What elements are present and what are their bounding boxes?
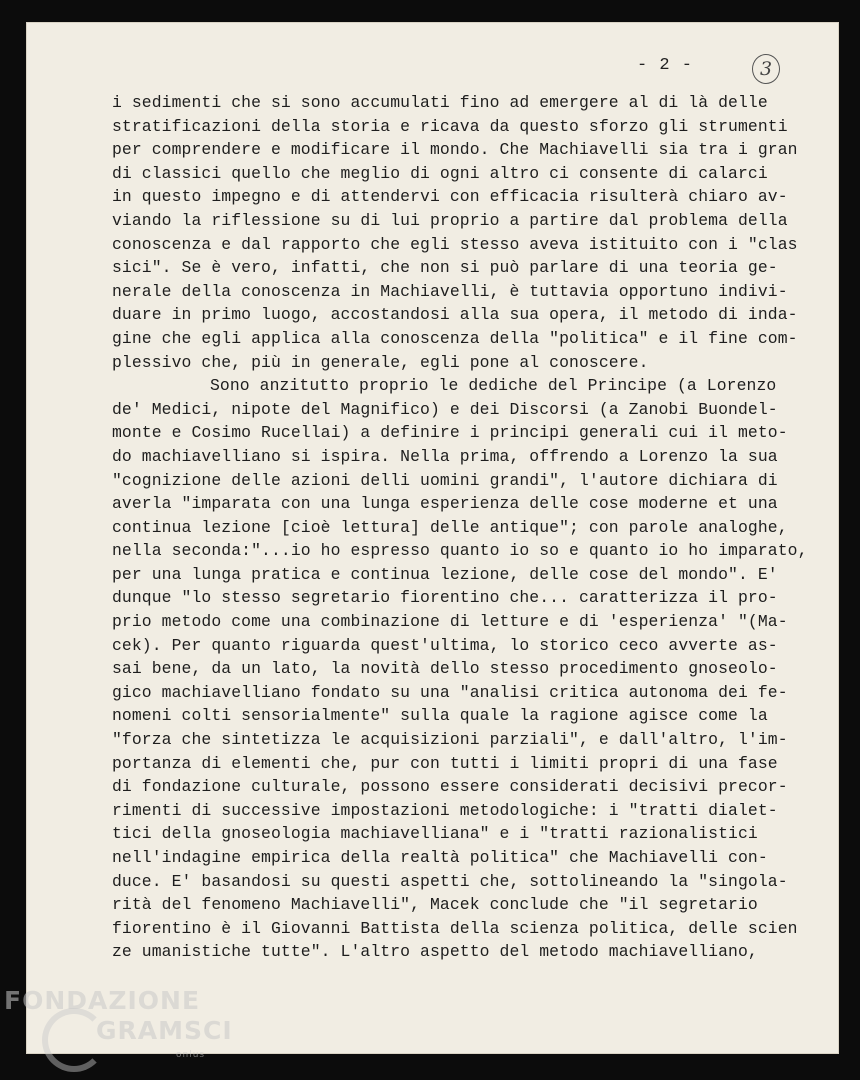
watermark-line-2: GRAMSCI	[96, 1016, 233, 1045]
text-line: sai bene, da un lato, la novità dello stesso procedimento gnoseolo-	[112, 659, 778, 679]
text-line: per comprendere e modificare il mondo. Che Machiavelli sia tra i gran	[112, 140, 798, 160]
text-line: de' Medici, nipote del Magnifico) e dei Discorsi (a Zanobi Buondel-	[112, 399, 778, 419]
fondazione-gramsci-watermark	[4, 986, 234, 1076]
text-line: "forza che sintetizza le acquisizioni parziali", e dall'altro, l'im-	[112, 730, 788, 750]
text-line: duce. E' basandosi su questi aspetti che, sottolineando la "singola-	[112, 871, 788, 891]
text-line: monte e Cosimo Rucellai) a definire i principi generali cui il meto-	[112, 423, 788, 443]
text-line: plessivo che, più in generale, egli pone al conoscere.	[112, 352, 649, 372]
text-line: stratificazioni della storia e ricava da questo sforzo gli strumenti	[112, 116, 788, 136]
text-line: portanza di elementi che, pur con tutti i limiti propri di una fase	[112, 753, 778, 773]
text-line: duare in primo luogo, accostandosi alla sua opera, il metodo di inda-	[112, 305, 798, 325]
text-line: i sedimenti che si sono accumulati fino ad emergere al di là delle	[112, 93, 768, 112]
text-line: viando la riflessione su di lui proprio a partire dal problema della	[112, 210, 788, 230]
text-line: conoscenza e dal rapporto che egli stesso aveva istituito con i "clas	[112, 234, 798, 254]
text-line: gine che egli applica alla conoscenza della "politica" e il fine com-	[112, 328, 798, 348]
text-line: per una lunga pratica e continua lezione, delle cose del mondo". E'	[112, 564, 778, 584]
watermark-line-3: onlus	[176, 1050, 206, 1060]
page-number: - 2 -	[637, 56, 694, 75]
text-line: in questo impegno e di attendervi con efficacia risulterà chiaro av-	[112, 187, 788, 207]
text-line: ze umanistiche tutte". L'altro aspetto del metodo machiavelliano,	[112, 942, 758, 962]
text-line: di classici quello che meglio di ogni altro ci consente di calarci	[112, 163, 768, 183]
text-line: fiorentino è il Giovanni Battista della scienza politica, delle scien	[112, 918, 798, 938]
text-line: nomeni colti sensorialmente" sulla quale la ragione agisce come la	[112, 706, 768, 726]
text-line: prio metodo come una combinazione di letture e di 'esperienza' "(Ma-	[112, 612, 788, 632]
typescript-body	[112, 91, 812, 964]
text-line: di fondazione culturale, possono essere considerati decisivi precor-	[112, 777, 788, 797]
watermark-line-1: FONDAZIONE	[4, 986, 201, 1015]
text-line: gico machiavelliano fondato su una "analisi critica autonoma dei fe-	[112, 682, 788, 702]
text-line: "cognizione delle azioni delli uomini grandi", l'autore dichiara di	[112, 470, 778, 490]
text-line: rimenti di successive impostazioni metodologiche: i "tratti dialet-	[112, 800, 778, 820]
paragraph-start-line: Sono anzitutto proprio le dediche del Principe (a Lorenzo	[210, 376, 777, 396]
handwritten-archive-number: 3	[752, 54, 780, 84]
text-line: nell'indagine empirica della realtà politica" che Machiavelli con-	[112, 848, 768, 867]
text-line: nerale della conoscenza in Machiavelli, è tuttavia opportuno indivi-	[112, 281, 788, 301]
text-line: sici". Se è vero, infatti, che non si può parlare di una teoria ge-	[112, 258, 778, 278]
text-line: tici della gnoseologia machiavelliana" e i "tratti razionalistici	[112, 824, 758, 844]
text-line: averla "imparata con una lunga esperienza delle cose moderne et una	[112, 494, 778, 514]
text-line: cek). Per quanto riguarda quest'ultima, lo storico ceco avverte as-	[112, 635, 778, 655]
text-line: dunque "lo stesso segretario fiorentino che... caratterizza il pro-	[112, 588, 778, 608]
text-line: do machiavelliano si ispira. Nella prima, offrendo a Lorenzo la sua	[112, 446, 778, 466]
text-line: continua lezione [cioè lettura] delle antique"; con parole analoghe,	[112, 517, 788, 537]
text-line: nella seconda:"...io ho espresso quanto io so e quanto io ho imparato,	[112, 541, 808, 561]
text-line: rità del fenomeno Machiavelli", Macek conclude che "il segretario	[112, 895, 758, 915]
